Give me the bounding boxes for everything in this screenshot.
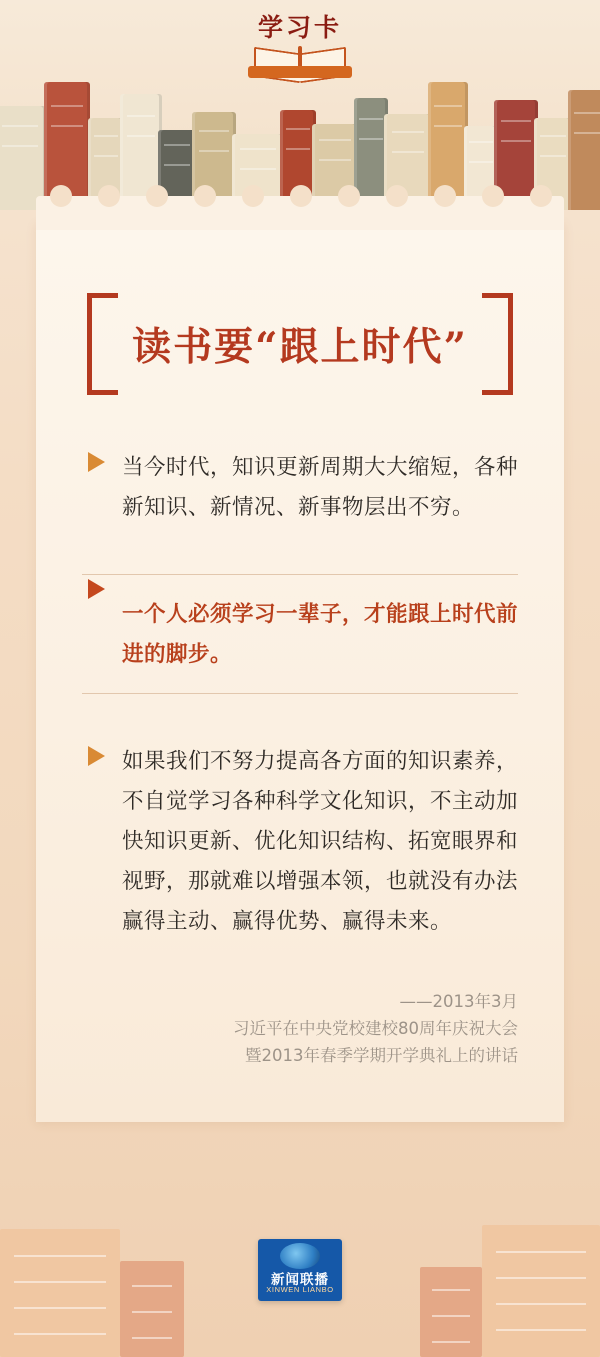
badge-title-cn: 新闻联播: [271, 1272, 329, 1287]
quote-item: [82, 742, 518, 942]
globe-icon: [280, 1243, 320, 1269]
notched-edge: [36, 196, 564, 230]
source-line: 暨2013年春季学期开学典礼上的讲话: [245, 1046, 518, 1065]
xinwen-lianbo-badge: [258, 1239, 342, 1301]
source-attribution: [82, 988, 518, 1069]
deco-line: [496, 1277, 586, 1279]
badge-title-en: XINWEN LIANBO: [266, 1285, 334, 1294]
quote-item-highlighted: [82, 574, 518, 694]
triangle-marker-icon: [88, 579, 105, 599]
bracket-right-icon: [482, 293, 513, 395]
deco-book: [0, 1229, 120, 1357]
open-book-icon: [252, 44, 348, 80]
book: [568, 90, 600, 210]
deco-book: [120, 1261, 184, 1357]
brand-logo-text: 学习卡: [257, 14, 342, 42]
deco-book: [420, 1267, 482, 1357]
deco-line: [14, 1333, 106, 1335]
quote-text: 如果我们不努力提高各方面的知识素养，不自觉学习各种科学文化知识，不主动加快知识更新、优化知识结构、拓宽眼界和视野，那就难以增强本领，也就没有办法赢得主动、赢得优势、赢得未来。: [122, 749, 519, 934]
page-title-text: 读书要“跟上时代”: [132, 324, 468, 370]
deco-line: [432, 1341, 470, 1343]
deco-line: [14, 1255, 106, 1257]
deco-line: [496, 1303, 586, 1305]
deco-line: [132, 1337, 172, 1339]
quote-item: [82, 448, 518, 528]
bracket-left-icon: [87, 293, 118, 395]
quote-text: 一个人必须学习一辈子，才能跟上时代前进的脚步。: [122, 602, 519, 667]
deco-line: [496, 1251, 586, 1253]
source-line: ——2013年3月: [399, 992, 518, 1011]
book: [0, 106, 46, 210]
deco-line: [432, 1289, 470, 1291]
deco-line: [132, 1311, 172, 1313]
quote-text: 当今时代，知识更新周期大大缩短，各种新知识、新情况、新事物层出不穷。: [122, 455, 519, 520]
masthead: [0, 0, 600, 210]
deco-line: [14, 1307, 106, 1309]
deco-book: [482, 1225, 600, 1357]
deco-line: [432, 1315, 470, 1317]
page-title: [82, 292, 518, 396]
source-line: 习近平在中央党校建校80周年庆祝大会: [233, 1019, 518, 1038]
deco-line: [14, 1281, 106, 1283]
deco-line: [496, 1329, 586, 1331]
content-card: [36, 222, 564, 1122]
triangle-marker-icon: [88, 746, 105, 766]
quote-list: [82, 448, 518, 942]
deco-line: [132, 1285, 172, 1287]
brand-logo: [252, 14, 348, 80]
triangle-marker-icon: [88, 452, 105, 472]
